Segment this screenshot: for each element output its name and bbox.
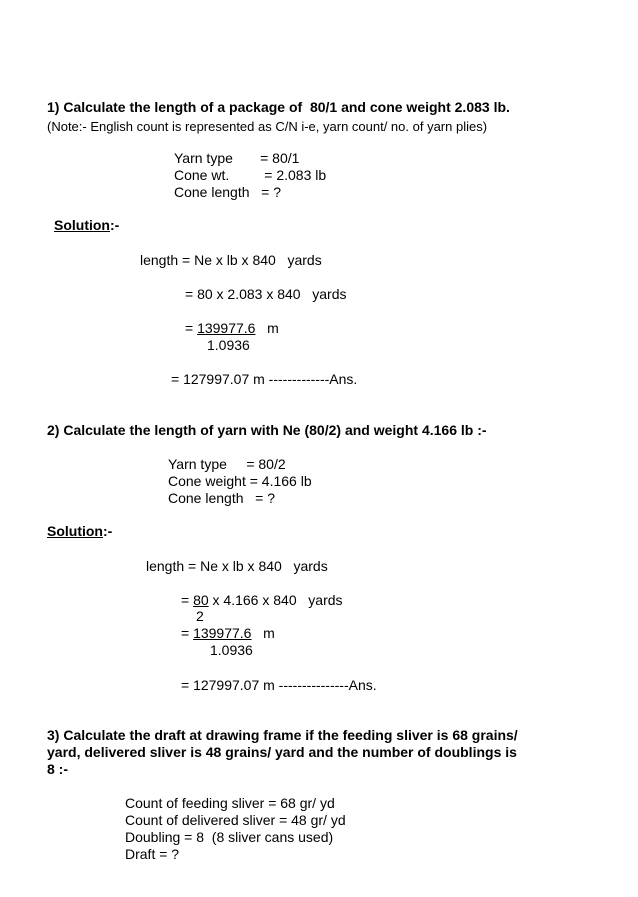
q1-step2-numerator: 139977.6: [197, 320, 256, 336]
q1-solution-suffix: :-: [110, 217, 120, 233]
q2-step2-denominator: 1.0936: [210, 642, 253, 658]
q2-solution-label: [47, 523, 112, 540]
q2-step1-prefix: =: [181, 592, 194, 608]
q2-given-yarn-type: Yarn type = 80/2: [168, 456, 286, 472]
q2-formula: length = Ne x lb x 840 yards: [146, 558, 328, 574]
q3-given-feeding-sliver: Count of feeding sliver = 68 gr/ yd: [125, 795, 335, 811]
q2-solution-suffix: :-: [103, 523, 113, 539]
q1-step1: = 80 x 2.083 x 840 yards: [185, 286, 347, 302]
q2-solution-word: Solution: [47, 523, 103, 539]
q1-note: (Note:- English count is represented as C/N i-e, yarn count/ no. of yarn plies): [47, 119, 488, 134]
q3-given-delivered-sliver: Count of delivered sliver = 48 gr/ yd: [125, 812, 346, 828]
q2-step2: [181, 625, 275, 642]
q2-step2-unit: m: [251, 625, 275, 641]
q1-heading: 1) Calculate the length of a package of 80/1 and cone weight 2.083 lb.: [47, 99, 510, 115]
q2-heading: 2) Calculate the length of yarn with Ne (80/2) and weight 4.166 lb :-: [47, 422, 487, 438]
q3-given-doubling: Doubling = 8 (8 sliver cans used): [125, 829, 334, 845]
q1-step2: [185, 320, 279, 337]
q3-heading-line-1: 3) Calculate the draft at drawing frame if the feeding sliver is 68 grains/: [47, 727, 518, 743]
q1-step2-denominator: 1.0936: [207, 337, 250, 353]
q1-given-yarn-type: Yarn type = 80/1: [174, 150, 300, 166]
q2-step1-rest: x 4.166 x 840 yards: [208, 592, 343, 608]
q1-answer: = 127997.07 m -------------Ans.: [171, 371, 358, 387]
q1-step2-unit: m: [255, 320, 279, 336]
q3-heading-line-2: yard, delivered sliver is 48 grains/ yard and the number of doublings is: [47, 744, 517, 760]
q2-step2-numerator: 139977.6: [193, 625, 252, 641]
q2-step1: [181, 592, 343, 609]
q3-given-draft: Draft = ?: [125, 846, 180, 862]
q2-answer: = 127997.07 m ---------------Ans.: [181, 677, 377, 693]
q2-step2-prefix: =: [181, 625, 194, 641]
q2-given-cone-weight: Cone weight = 4.166 lb: [168, 473, 312, 489]
q2-step1-denominator: 2: [196, 608, 204, 624]
q2-given-cone-length: Cone length = ?: [168, 490, 276, 506]
q1-given-cone-length: Cone length = ?: [174, 184, 282, 200]
q1-step2-prefix: =: [185, 320, 198, 336]
q1-formula: length = Ne x lb x 840 yards: [140, 252, 322, 268]
q3-heading-line-3: 8 :-: [47, 761, 68, 777]
q1-given-cone-weight: Cone wt. = 2.083 lb: [174, 167, 327, 183]
q2-step1-numerator: 80: [193, 592, 209, 608]
q1-solution-word: Solution: [54, 217, 110, 233]
q1-solution-label: [54, 217, 119, 234]
